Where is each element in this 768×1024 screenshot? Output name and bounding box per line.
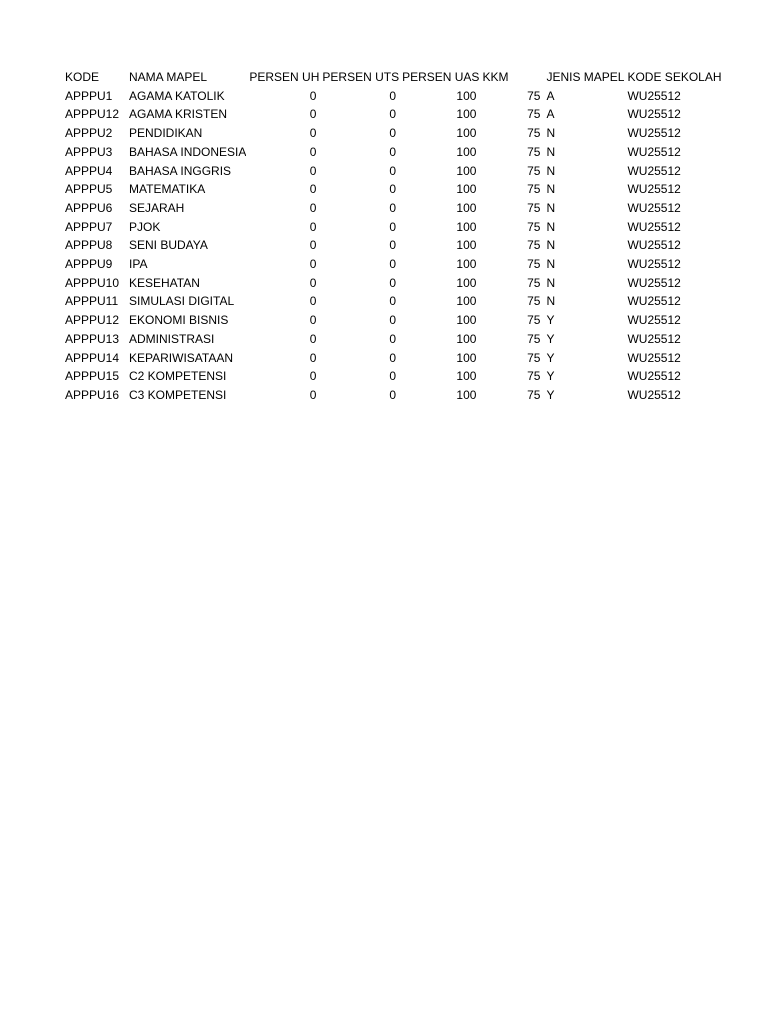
cell-kode[interactable]: APPPU2 <box>65 126 113 141</box>
cell-kode-sekolah[interactable]: WU25512 <box>627 107 681 122</box>
cell-kode-sekolah[interactable]: WU25512 <box>627 331 681 346</box>
cell-persen-uas[interactable]: 100 <box>456 88 477 103</box>
cell-kode[interactable]: APPPU12 <box>65 313 120 328</box>
cell-kode-sekolah[interactable]: WU25512 <box>627 219 681 234</box>
cell-jenis-mapel[interactable]: N <box>546 257 556 272</box>
cell-kkm[interactable]: 75 <box>527 387 541 402</box>
cell-persen-uh[interactable]: 0 <box>309 126 317 141</box>
cell-kode[interactable]: APPPU12 <box>65 107 120 122</box>
cell-jenis-mapel[interactable]: N <box>546 238 556 253</box>
cell-persen-uh[interactable]: 0 <box>309 313 317 328</box>
table-row <box>62 386 724 405</box>
table-row <box>62 330 724 349</box>
header-cell-persen-uts[interactable]: PERSEN UTS <box>322 70 400 84</box>
cell-kkm[interactable]: 75 <box>527 144 541 159</box>
cell-nama-mapel[interactable]: KEPARIWISATAAN <box>129 350 234 365</box>
cell-kode[interactable]: APPPU14 <box>65 350 120 365</box>
cell-kkm[interactable]: 75 <box>527 238 541 253</box>
cell-persen-uts[interactable]: 0 <box>389 350 397 365</box>
cell-persen-uh[interactable]: 0 <box>309 275 317 290</box>
cell-kkm[interactable]: 75 <box>527 163 541 178</box>
cell-kode[interactable]: APPPU9 <box>65 257 113 272</box>
cell-kode-sekolah[interactable]: WU25512 <box>627 313 681 328</box>
cell-kkm[interactable]: 75 <box>527 350 541 365</box>
table-row <box>62 218 724 237</box>
cell-jenis-mapel[interactable]: N <box>546 144 556 159</box>
cell-jenis-mapel[interactable]: A <box>546 88 555 103</box>
cell-jenis-mapel[interactable]: N <box>546 275 556 290</box>
table-row <box>62 367 724 386</box>
cell-kode-sekolah[interactable]: WU25512 <box>627 387 681 402</box>
table-row <box>62 105 724 124</box>
cell-kode[interactable]: APPPU8 <box>65 238 113 253</box>
table-row <box>62 124 724 143</box>
cell-persen-uh[interactable]: 0 <box>309 350 317 365</box>
cell-kkm[interactable]: 75 <box>527 88 541 103</box>
cell-persen-uas[interactable]: 100 <box>456 126 477 141</box>
cell-jenis-mapel[interactable]: A <box>546 107 555 122</box>
header-row <box>62 68 724 87</box>
table-row <box>62 199 724 218</box>
table-row <box>62 180 724 199</box>
cell-kkm[interactable]: 75 <box>527 331 541 346</box>
cell-kkm[interactable]: 75 <box>527 200 541 215</box>
cell-persen-uas[interactable]: 100 <box>456 219 477 234</box>
header-cell-persen-uas[interactable]: PERSEN UAS <box>402 70 480 84</box>
cell-kkm[interactable]: 75 <box>527 369 541 384</box>
cell-persen-uts[interactable]: 0 <box>389 200 397 215</box>
cell-nama-mapel[interactable]: BAHASA INGGRIS <box>129 163 232 178</box>
cell-persen-uas[interactable]: 100 <box>456 350 477 365</box>
cell-kode[interactable]: APPPU5 <box>65 182 113 197</box>
cell-jenis-mapel[interactable]: Y <box>546 387 555 402</box>
cell-persen-uts[interactable]: 0 <box>389 144 397 159</box>
cell-persen-uts[interactable]: 0 <box>389 182 397 197</box>
cell-jenis-mapel[interactable]: Y <box>546 313 555 328</box>
cell-kode[interactable]: APPPU1 <box>65 88 113 103</box>
cell-persen-uas[interactable]: 100 <box>456 387 477 402</box>
cell-nama-mapel[interactable]: AGAMA KATOLIK <box>129 88 225 103</box>
cell-nama-mapel[interactable]: C3 KOMPETENSI <box>129 387 227 402</box>
cell-kode-sekolah[interactable]: WU25512 <box>627 182 681 197</box>
cell-persen-uas[interactable]: 100 <box>456 369 477 384</box>
cell-persen-uh[interactable]: 0 <box>309 219 317 234</box>
cell-kode-sekolah[interactable]: WU25512 <box>627 257 681 272</box>
cell-kkm[interactable]: 75 <box>527 257 541 272</box>
cell-kode[interactable]: APPPU11 <box>65 294 119 309</box>
cell-kode-sekolah[interactable]: WU25512 <box>627 163 681 178</box>
cell-nama-mapel[interactable]: MATEMATIKA <box>129 182 206 197</box>
cell-persen-uas[interactable]: 100 <box>456 275 477 290</box>
cell-kkm[interactable]: 75 <box>527 219 541 234</box>
table-row <box>62 143 724 162</box>
cell-persen-uh[interactable]: 0 <box>309 88 317 103</box>
cell-kode[interactable]: APPPU10 <box>65 275 120 290</box>
cell-persen-uts[interactable]: 0 <box>389 163 397 178</box>
cell-persen-uas[interactable]: 100 <box>456 238 477 253</box>
cell-kkm[interactable]: 75 <box>527 275 541 290</box>
spreadsheet-table <box>62 68 724 405</box>
cell-persen-uts[interactable]: 0 <box>389 88 397 103</box>
cell-kkm[interactable]: 75 <box>527 313 541 328</box>
cell-persen-uts[interactable]: 0 <box>389 387 397 402</box>
table-row <box>62 274 724 293</box>
cell-persen-uas[interactable]: 100 <box>456 313 477 328</box>
header-cell-kode[interactable]: KODE <box>65 70 100 84</box>
cell-jenis-mapel[interactable]: N <box>546 294 556 309</box>
cell-nama-mapel[interactable]: SEJARAH <box>129 200 185 215</box>
cell-jenis-mapel[interactable]: N <box>546 182 556 197</box>
cell-persen-uas[interactable]: 100 <box>456 107 477 122</box>
cell-persen-uh[interactable]: 0 <box>309 163 317 178</box>
cell-persen-uas[interactable]: 100 <box>456 294 477 309</box>
cell-persen-uts[interactable]: 0 <box>389 369 397 384</box>
cell-kode-sekolah[interactable]: WU25512 <box>627 126 681 141</box>
cell-kode-sekolah[interactable]: WU25512 <box>627 350 681 365</box>
cell-kode-sekolah[interactable]: WU25512 <box>627 238 681 253</box>
table-row <box>62 349 724 368</box>
table-row <box>62 162 724 181</box>
cell-kode-sekolah[interactable]: WU25512 <box>627 294 681 309</box>
cell-nama-mapel[interactable]: IPA <box>129 257 148 272</box>
cell-persen-uts[interactable]: 0 <box>389 257 397 272</box>
cell-persen-uts[interactable]: 0 <box>389 275 397 290</box>
cell-persen-uas[interactable]: 100 <box>456 331 477 346</box>
table-row <box>62 292 724 311</box>
cell-kode-sekolah[interactable]: WU25512 <box>627 88 681 103</box>
header-cell-kkm[interactable]: KKM <box>482 70 509 84</box>
header-cell-persen-uh[interactable]: PERSEN UH <box>249 70 320 84</box>
cell-persen-uh[interactable]: 0 <box>309 294 317 309</box>
cell-jenis-mapel[interactable]: N <box>546 126 556 141</box>
cell-persen-uts[interactable]: 0 <box>389 126 397 141</box>
cell-kkm[interactable]: 75 <box>527 107 541 122</box>
cell-persen-uas[interactable]: 100 <box>456 200 477 215</box>
header-cell-jenis-mapel[interactable]: JENIS MAPEL <box>546 70 625 84</box>
cell-nama-mapel[interactable]: PENDIDIKAN <box>129 126 203 141</box>
cell-persen-uts[interactable]: 0 <box>389 294 397 309</box>
cell-nama-mapel[interactable]: KESEHATAN <box>129 275 200 290</box>
cell-kode[interactable]: APPPU16 <box>65 387 120 402</box>
cell-jenis-mapel[interactable]: Y <box>546 350 555 365</box>
table-row <box>62 236 724 255</box>
cell-persen-uh[interactable]: 0 <box>309 200 317 215</box>
cell-persen-uts[interactable]: 0 <box>389 219 397 234</box>
cell-kode[interactable]: APPPU3 <box>65 144 113 159</box>
cell-jenis-mapel[interactable]: Y <box>546 331 555 346</box>
cell-persen-uh[interactable]: 0 <box>309 387 317 402</box>
cell-kode-sekolah[interactable]: WU25512 <box>627 200 681 215</box>
cell-persen-uts[interactable]: 0 <box>389 331 397 346</box>
cell-persen-uts[interactable]: 0 <box>389 107 397 122</box>
cell-persen-uts[interactable]: 0 <box>389 238 397 253</box>
cell-nama-mapel[interactable]: EKONOMI BISNIS <box>129 313 229 328</box>
cell-persen-uh[interactable]: 0 <box>309 182 317 197</box>
header-cell-nama-mapel[interactable]: NAMA MAPEL <box>129 70 208 84</box>
table-row <box>62 87 724 106</box>
cell-persen-uts[interactable]: 0 <box>389 313 397 328</box>
cell-nama-mapel[interactable]: BAHASA INDONESIA <box>129 144 247 159</box>
cell-kode[interactable]: APPPU15 <box>65 369 120 384</box>
cell-persen-uh[interactable]: 0 <box>309 331 317 346</box>
cell-kode-sekolah[interactable]: WU25512 <box>627 144 681 159</box>
cell-nama-mapel[interactable]: PJOK <box>129 219 161 234</box>
cell-kode-sekolah[interactable]: WU25512 <box>627 369 681 384</box>
table-row <box>62 311 724 330</box>
cell-persen-uh[interactable]: 0 <box>309 238 317 253</box>
cell-kode-sekolah[interactable]: WU25512 <box>627 275 681 290</box>
cell-jenis-mapel[interactable]: Y <box>546 369 555 384</box>
cell-jenis-mapel[interactable]: N <box>546 200 556 215</box>
cell-persen-uas[interactable]: 100 <box>456 163 477 178</box>
cell-kode[interactable]: APPPU4 <box>65 163 113 178</box>
header-cell-kode-sekolah[interactable]: KODE SEKOLAH <box>627 70 722 84</box>
cell-jenis-mapel[interactable]: N <box>546 219 556 234</box>
cell-persen-uas[interactable]: 100 <box>456 182 477 197</box>
cell-nama-mapel[interactable]: ADMINISTRASI <box>129 331 215 346</box>
cell-kkm[interactable]: 75 <box>527 126 541 141</box>
cell-persen-uh[interactable]: 0 <box>309 144 317 159</box>
cell-nama-mapel[interactable]: AGAMA KRISTEN <box>129 107 228 122</box>
cell-nama-mapel[interactable]: SIMULASI DIGITAL <box>129 294 235 309</box>
cell-kkm[interactable]: 75 <box>527 182 541 197</box>
cell-kkm[interactable]: 75 <box>527 294 541 309</box>
cell-persen-uh[interactable]: 0 <box>309 257 317 272</box>
cell-kode[interactable]: APPPU13 <box>65 331 120 346</box>
cell-kode[interactable]: APPPU6 <box>65 200 113 215</box>
cell-persen-uas[interactable]: 100 <box>456 144 477 159</box>
cell-persen-uas[interactable]: 100 <box>456 257 477 272</box>
cell-jenis-mapel[interactable]: N <box>546 163 556 178</box>
cell-persen-uh[interactable]: 0 <box>309 369 317 384</box>
cell-nama-mapel[interactable]: SENI BUDAYA <box>129 238 208 253</box>
cell-persen-uh[interactable]: 0 <box>309 107 317 122</box>
table-row <box>62 255 724 274</box>
cell-kode[interactable]: APPPU7 <box>65 219 113 234</box>
cell-nama-mapel[interactable]: C2 KOMPETENSI <box>129 369 227 384</box>
spreadsheet-body <box>62 68 724 405</box>
